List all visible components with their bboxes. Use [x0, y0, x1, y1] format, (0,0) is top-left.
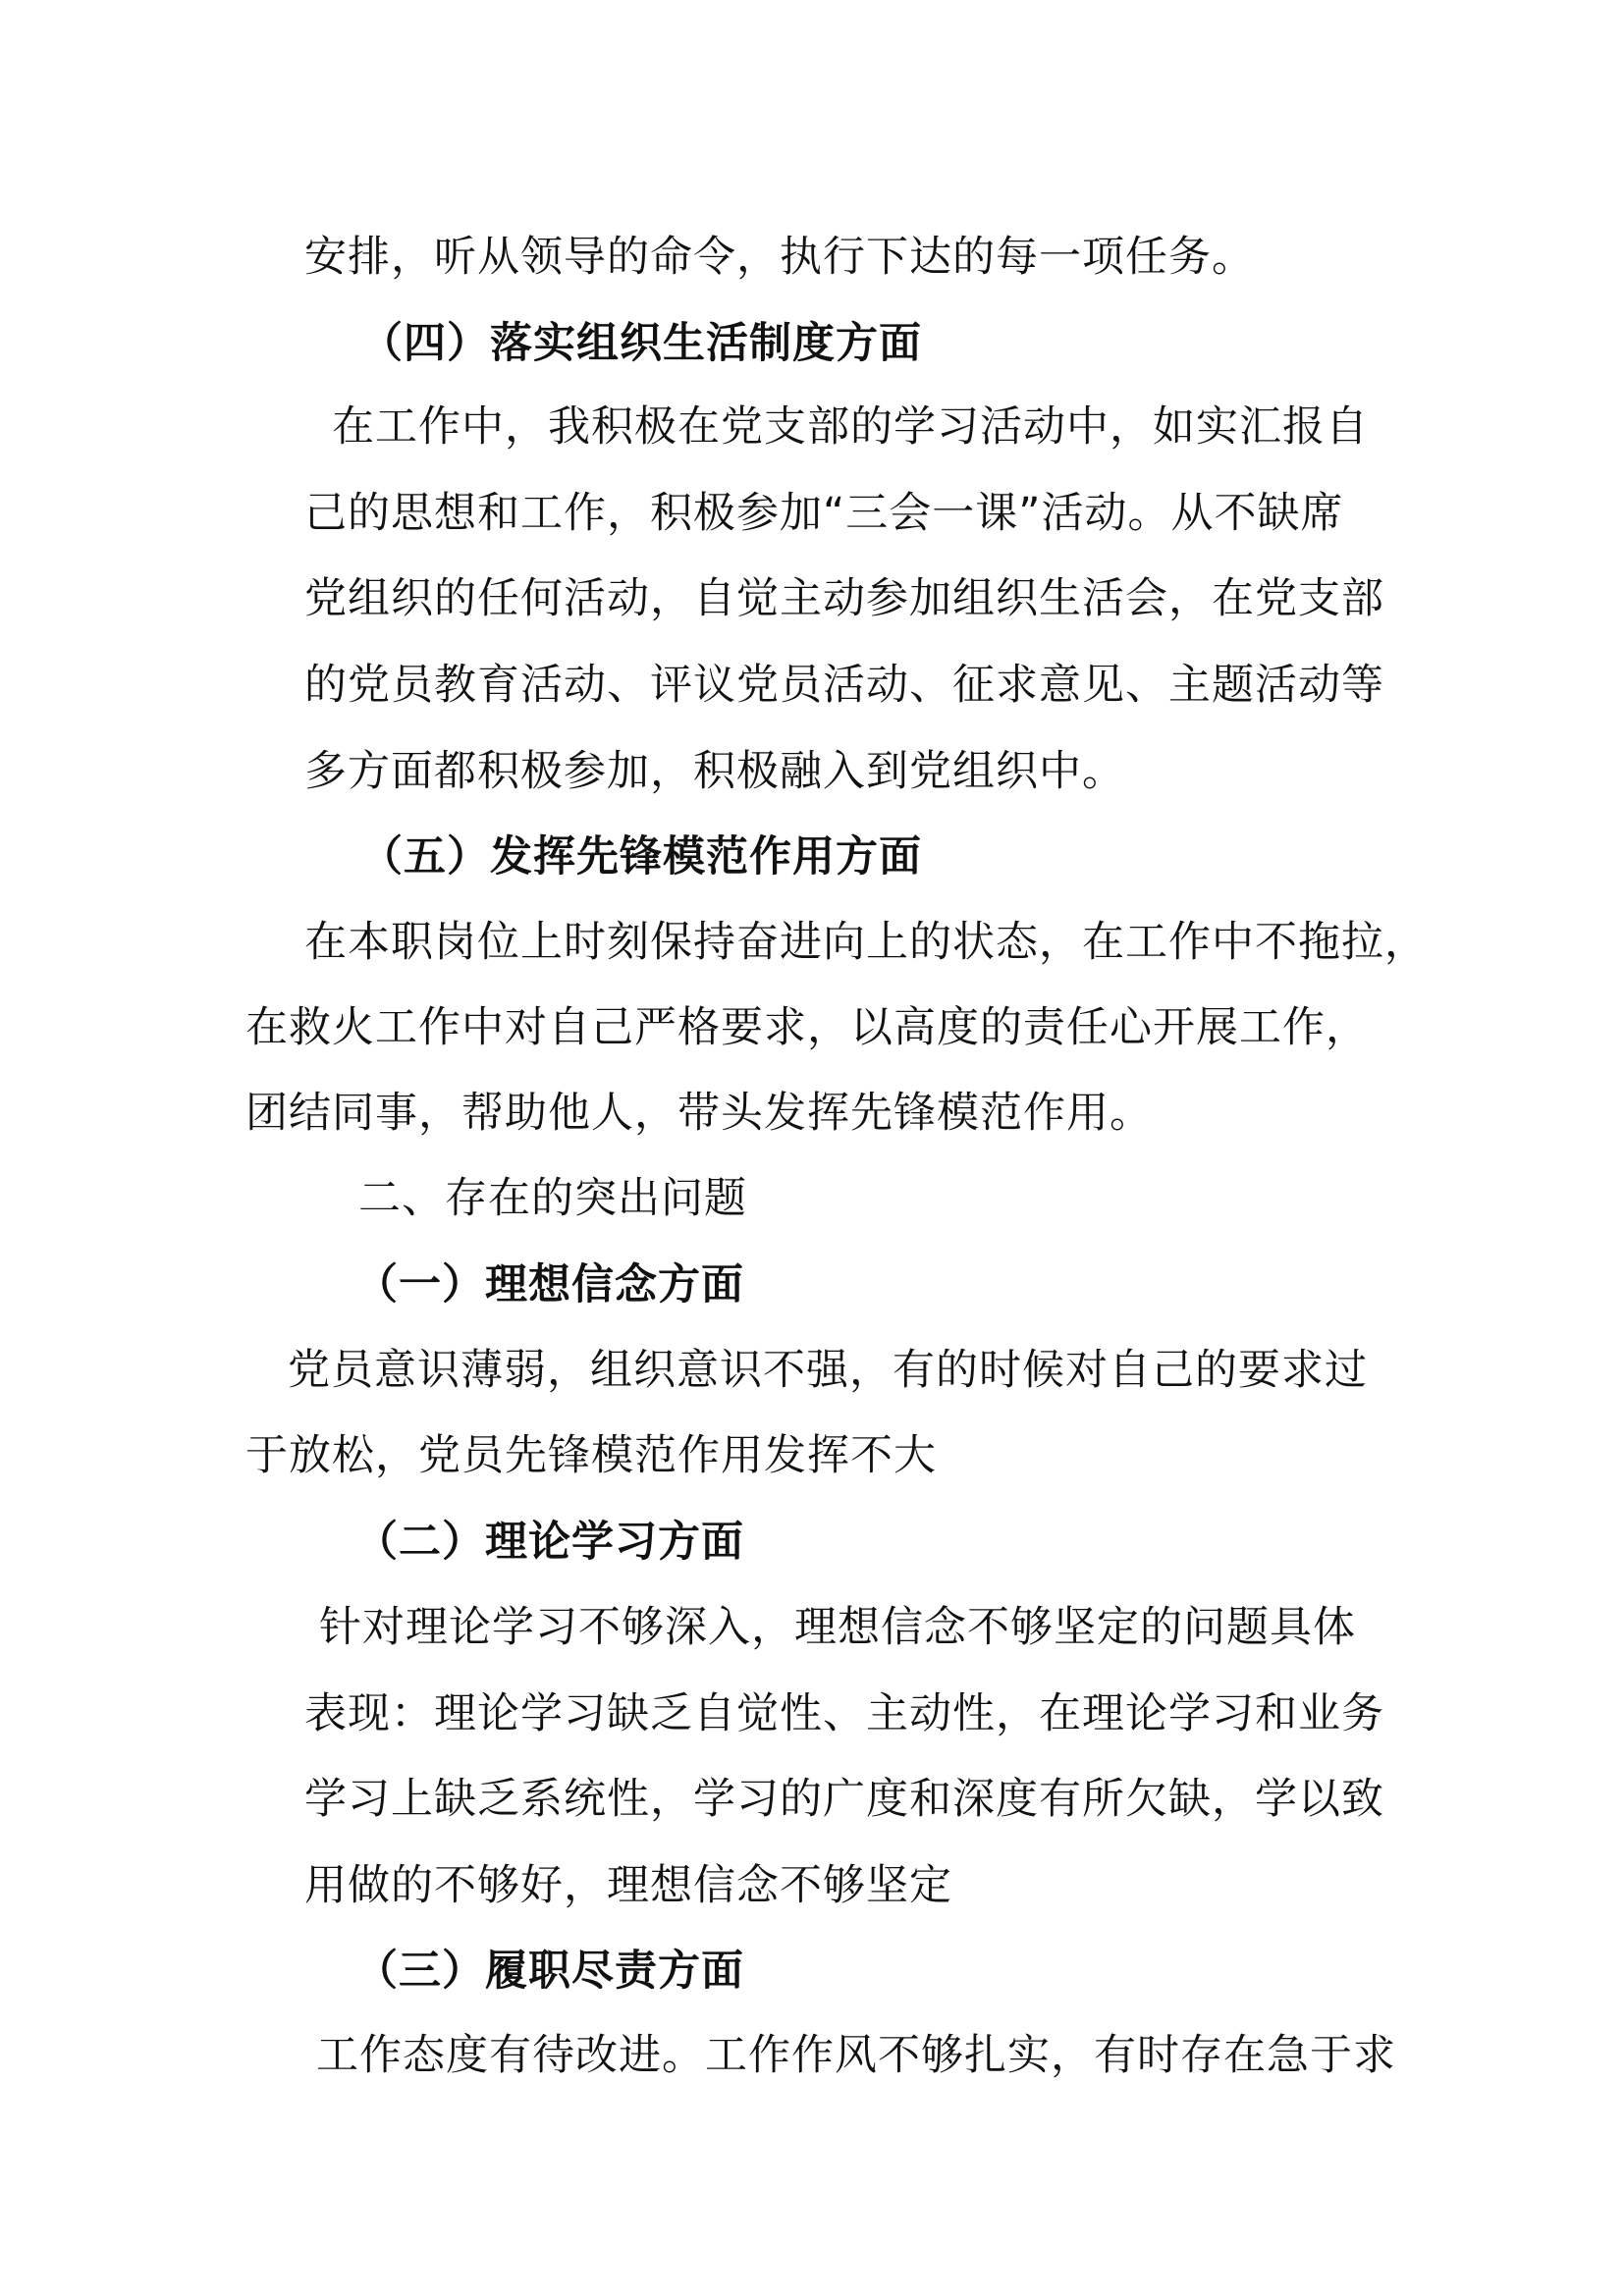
paragraph-line: 在本职岗位上时刻保持奋进向上的状态，在工作中不拖拉， [304, 918, 1428, 967]
paragraph-line: 学习上缺乏系统性，学习的广度和深度有所欠缺，学以致 [304, 1775, 1384, 1824]
paragraph-line: 工作态度有待改进。工作作风不够扎实，有时存在急于求 [316, 2031, 1396, 2080]
paragraph-line: 在救火工作中对自己严格要求，以高度的责任心开展工作， [245, 1003, 1369, 1052]
paragraph-line: 己的思想和工作，积极参加“三会一课”活动。从不缺席 [304, 489, 1344, 538]
section-heading: （二）理论学习方面 [355, 1518, 744, 1567]
paragraph-line: 用做的不够好，理想信念不够坚定 [304, 1861, 952, 1910]
paragraph-line: 团结同事，帮助他人，带头发挥先锋模范作用。 [245, 1089, 1153, 1138]
chapter-heading: 二、存在的突出问题 [358, 1174, 747, 1223]
paragraph-line: 针对理论学习不够深入，理想信念不够坚定的问题具体 [319, 1603, 1356, 1652]
paragraph-line: 在工作中，我积极在党支部的学习活动中，如实汇报自 [332, 402, 1369, 452]
paragraph-line: 安排，听从领导的命令，执行下达的每一项任务。 [304, 233, 1255, 282]
section-heading: （三）履职尽责方面 [355, 1947, 744, 1996]
paragraph-line: 的党员教育活动、评议党员活动、征求意见、主题活动等 [304, 661, 1384, 710]
paragraph-line: 党员意识薄弱，组织意识不强，有的时候对自己的要求过 [288, 1346, 1368, 1395]
paragraph-line: 表现：理论学习缺乏自觉性、主动性，在理论学习和业务 [304, 1689, 1384, 1738]
paragraph-line: 于放松，党员先锋模范作用发挥不大 [245, 1431, 937, 1480]
section-heading: （一）理想信念方面 [355, 1260, 744, 1309]
section-heading: （四）落实组织生活制度方面 [360, 319, 922, 368]
paragraph-line: 多方面都积极参加，积极融入到党组织中。 [304, 747, 1125, 796]
section-heading: （五）发挥先锋模范作用方面 [360, 832, 922, 881]
paragraph-line: 党组织的任何活动，自觉主动参加组织生活会，在党支部 [304, 574, 1384, 623]
